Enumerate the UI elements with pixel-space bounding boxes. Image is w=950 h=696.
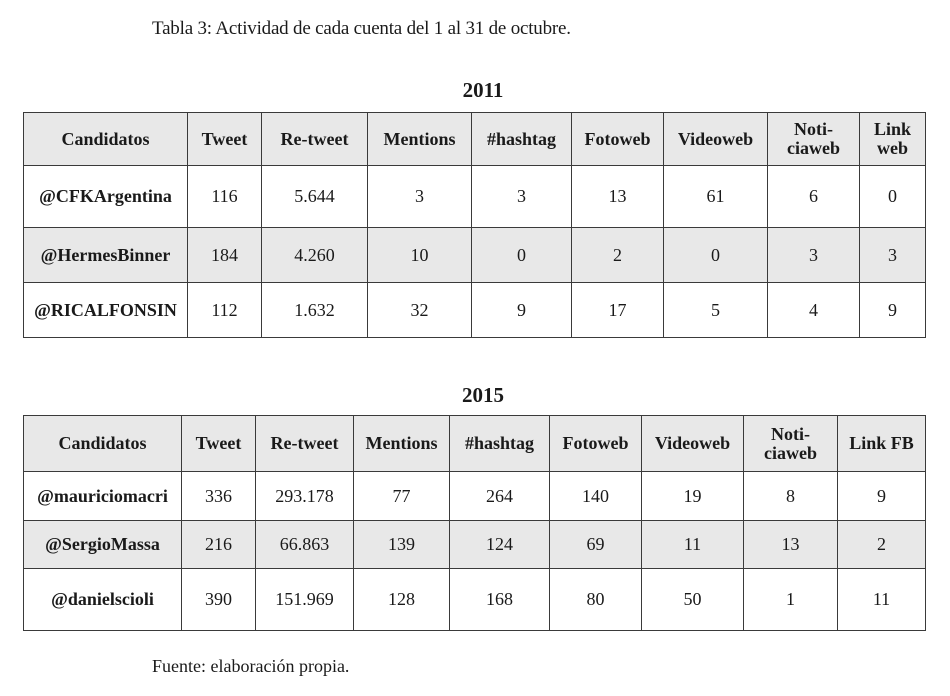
- value-cell: 2: [572, 228, 664, 283]
- table-2015-year-heading: 2015: [462, 383, 504, 407]
- value-cell: 61: [664, 166, 768, 228]
- value-cell: 17: [572, 283, 664, 338]
- value-cell: 1: [744, 569, 838, 631]
- value-cell: 32: [368, 283, 472, 338]
- value-cell: 0: [472, 228, 572, 283]
- value-cell: 3: [860, 228, 926, 283]
- value-cell: 66.863: [256, 521, 354, 569]
- header-cell: #hashtag: [472, 113, 572, 166]
- value-cell: 8: [744, 472, 838, 521]
- value-cell: 50: [642, 569, 744, 631]
- value-cell: 1.632: [262, 283, 368, 338]
- header-cell: Candidatos: [24, 113, 188, 166]
- header-cell: Videoweb: [642, 416, 744, 472]
- value-cell: 128: [354, 569, 450, 631]
- value-cell: 80: [550, 569, 642, 631]
- table-2011-year-heading: 2011: [462, 78, 504, 102]
- value-cell: 11: [838, 569, 926, 631]
- header-cell: Noti- ciaweb: [744, 416, 838, 472]
- header-cell: Tweet: [188, 113, 262, 166]
- header-cell: Tweet: [182, 416, 256, 472]
- header-cell: Link FB: [838, 416, 926, 472]
- header-cell: Noti- ciaweb: [768, 113, 860, 166]
- value-cell: 9: [838, 472, 926, 521]
- header-cell: Fotoweb: [550, 416, 642, 472]
- value-cell: 3: [368, 166, 472, 228]
- table-header-row: [24, 416, 926, 472]
- value-cell: 140: [550, 472, 642, 521]
- table-row: [24, 166, 926, 228]
- table-caption: Tabla 3: Actividad de cada cuenta del 1 al 31 de octubre.: [152, 18, 571, 39]
- value-cell: 139: [354, 521, 450, 569]
- account-cell: @SergioMassa: [24, 521, 182, 569]
- table-source-note: Fuente: elaboración propia.: [152, 656, 350, 676]
- value-cell: 13: [572, 166, 664, 228]
- value-cell: 10: [368, 228, 472, 283]
- value-cell: 168: [450, 569, 550, 631]
- value-cell: 19: [642, 472, 744, 521]
- table-row: [24, 283, 926, 338]
- value-cell: 336: [182, 472, 256, 521]
- value-cell: 9: [472, 283, 572, 338]
- value-cell: 151.969: [256, 569, 354, 631]
- value-cell: 4.260: [262, 228, 368, 283]
- header-cell: Re-tweet: [256, 416, 354, 472]
- value-cell: 2: [838, 521, 926, 569]
- value-cell: 264: [450, 472, 550, 521]
- table-row: [24, 472, 926, 521]
- header-cell: Candidatos: [24, 416, 182, 472]
- value-cell: 293.178: [256, 472, 354, 521]
- table-2011: [23, 112, 926, 338]
- value-cell: 390: [182, 569, 256, 631]
- value-cell: 69: [550, 521, 642, 569]
- value-cell: 116: [188, 166, 262, 228]
- value-cell: 5.644: [262, 166, 368, 228]
- value-cell: 112: [188, 283, 262, 338]
- header-cell: Fotoweb: [572, 113, 664, 166]
- header-cell: Mentions: [368, 113, 472, 166]
- account-cell: @danielscioli: [24, 569, 182, 631]
- table-header-row: [24, 113, 926, 166]
- account-cell: @mauriciomacri: [24, 472, 182, 521]
- value-cell: 216: [182, 521, 256, 569]
- value-cell: 13: [744, 521, 838, 569]
- value-cell: 11: [642, 521, 744, 569]
- account-cell: @CFKArgentina: [24, 166, 188, 228]
- value-cell: 6: [768, 166, 860, 228]
- value-cell: 5: [664, 283, 768, 338]
- value-cell: 124: [450, 521, 550, 569]
- table-row: [24, 228, 926, 283]
- value-cell: 9: [860, 283, 926, 338]
- value-cell: 3: [768, 228, 860, 283]
- value-cell: 0: [860, 166, 926, 228]
- header-cell: Videoweb: [664, 113, 768, 166]
- account-cell: @RICALFONSIN: [24, 283, 188, 338]
- header-cell: Re-tweet: [262, 113, 368, 166]
- header-cell: Mentions: [354, 416, 450, 472]
- header-cell: Link web: [860, 113, 926, 166]
- account-cell: @HermesBinner: [24, 228, 188, 283]
- value-cell: 77: [354, 472, 450, 521]
- table-row: [24, 521, 926, 569]
- value-cell: 4: [768, 283, 860, 338]
- value-cell: 0: [664, 228, 768, 283]
- table-2015: [23, 415, 926, 631]
- value-cell: 184: [188, 228, 262, 283]
- table-row: [24, 569, 926, 631]
- value-cell: 3: [472, 166, 572, 228]
- header-cell: #hashtag: [450, 416, 550, 472]
